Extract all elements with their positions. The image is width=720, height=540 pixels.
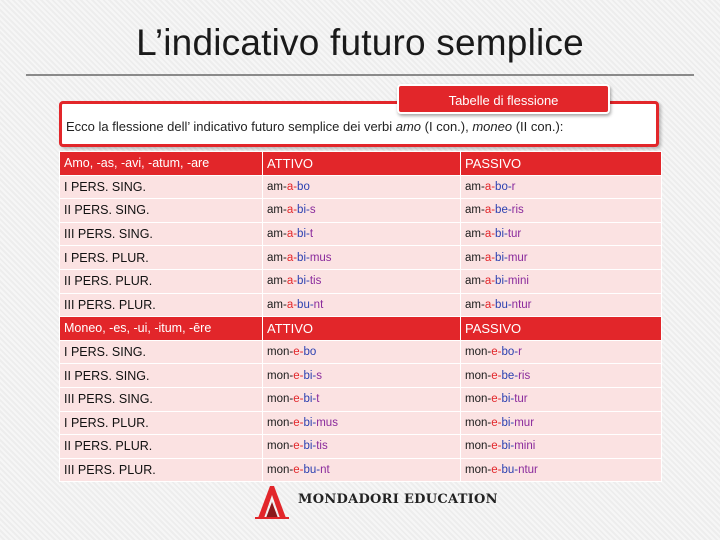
form-segment: bi- xyxy=(303,440,317,453)
person-label: III PERS. PLUR. xyxy=(60,293,263,317)
form-segment: a- xyxy=(286,298,298,311)
form-segment: bo xyxy=(297,180,310,193)
title-divider xyxy=(26,74,694,76)
form-segment: e- xyxy=(491,440,502,453)
person-label: I PERS. SING. xyxy=(60,340,263,364)
form-segment: mon- xyxy=(465,416,492,429)
form-segment: tis xyxy=(309,275,322,288)
active-header: ATTIVO xyxy=(263,152,461,176)
form-segment: a- xyxy=(286,228,298,241)
form-segment: mon- xyxy=(465,369,492,382)
form-segment: tur xyxy=(514,393,528,406)
table-row xyxy=(60,435,662,459)
person-label: I PERS. PLUR. xyxy=(60,246,263,270)
form-segment: bu- xyxy=(501,464,519,477)
form-segment: bu- xyxy=(495,298,512,311)
form-segment: a- xyxy=(484,251,496,264)
form-segment: a- xyxy=(484,275,496,288)
table-header-row xyxy=(60,317,662,341)
verb-form-passive xyxy=(461,340,662,364)
verb-form-passive xyxy=(461,175,662,199)
tab-label-tabelle: Tabelle di flessione xyxy=(397,84,610,114)
form-segment: bi- xyxy=(501,440,515,453)
form-segment: mon- xyxy=(267,346,294,359)
form-segment: mon- xyxy=(465,393,492,406)
form-segment: bi- xyxy=(501,416,515,429)
form-segment: mon- xyxy=(267,416,294,429)
form-segment: bi- xyxy=(297,228,310,241)
form-segment: r xyxy=(518,346,522,359)
intro-verb: amo xyxy=(395,119,422,134)
form-segment: am- xyxy=(267,251,287,264)
form-segment: bi- xyxy=(303,393,317,406)
form-segment: am- xyxy=(267,204,287,217)
form-segment: e- xyxy=(491,464,502,477)
form-segment: a- xyxy=(286,180,298,193)
verb-form-passive xyxy=(461,458,662,482)
logo-text: MONDADORI EDUCATION xyxy=(298,492,498,507)
form-segment: tis xyxy=(316,440,328,453)
person-label: I PERS. PLUR. xyxy=(60,411,263,435)
form-segment: a- xyxy=(286,275,298,288)
form-segment: mon- xyxy=(267,393,294,406)
form-segment: e- xyxy=(293,346,304,359)
form-segment: e- xyxy=(293,464,304,477)
form-segment: mini xyxy=(507,275,529,288)
form-segment: bo- xyxy=(501,346,519,359)
form-segment: bi- xyxy=(303,369,317,382)
form-segment: am- xyxy=(465,228,485,241)
form-segment: bi- xyxy=(297,204,310,217)
verb-form-active xyxy=(263,340,461,364)
verb-form-passive xyxy=(461,199,662,223)
form-segment: e- xyxy=(293,369,304,382)
verb-form-active xyxy=(263,222,461,246)
person-label: II PERS. SING. xyxy=(60,364,263,388)
form-segment: mon- xyxy=(465,464,492,477)
table-header-row xyxy=(60,152,662,176)
form-segment: a- xyxy=(484,228,496,241)
form-segment: am- xyxy=(465,180,485,193)
form-segment: e- xyxy=(491,393,502,406)
intro-verb: moneo xyxy=(472,119,513,134)
active-header: ATTIVO xyxy=(263,317,461,341)
person-label: III PERS. SING. xyxy=(60,387,263,411)
table-row xyxy=(60,387,662,411)
form-segment: mon- xyxy=(465,440,492,453)
form-segment: mon- xyxy=(267,464,294,477)
person-label: III PERS. SING. xyxy=(60,222,263,246)
publisher-logo xyxy=(252,482,498,520)
table-row xyxy=(60,411,662,435)
verb-form-passive xyxy=(461,387,662,411)
form-segment: ris xyxy=(511,204,524,217)
form-segment: a- xyxy=(484,204,496,217)
form-segment: mus xyxy=(316,416,338,429)
form-segment: s xyxy=(316,369,322,382)
form-segment: mon- xyxy=(267,440,294,453)
lemma-header: Amo, -as, -avi, -atum, -are xyxy=(60,152,263,176)
verb-form-active xyxy=(263,175,461,199)
form-segment: nt xyxy=(313,298,324,311)
verb-form-passive xyxy=(461,269,662,293)
form-segment: e- xyxy=(491,369,502,382)
person-label: I PERS. SING. xyxy=(60,175,263,199)
form-segment: am- xyxy=(267,275,287,288)
verb-form-active xyxy=(263,387,461,411)
verb-form-active xyxy=(263,269,461,293)
form-segment: am- xyxy=(267,298,287,311)
form-segment: am- xyxy=(267,228,287,241)
form-segment: e- xyxy=(293,393,304,406)
table-row xyxy=(60,293,662,317)
passive-header: PASSIVO xyxy=(461,317,662,341)
verb-form-passive xyxy=(461,435,662,459)
person-label: II PERS. PLUR. xyxy=(60,435,263,459)
form-segment: t xyxy=(316,393,320,406)
table-row xyxy=(60,222,662,246)
form-segment: be- xyxy=(501,369,519,382)
form-segment: r xyxy=(511,180,516,193)
form-segment: am- xyxy=(267,180,287,193)
form-segment: am- xyxy=(465,275,485,288)
form-segment: mon- xyxy=(267,369,294,382)
form-segment: t xyxy=(309,228,314,241)
form-segment: bu- xyxy=(303,464,321,477)
form-segment: tur xyxy=(507,228,522,241)
verb-form-passive xyxy=(461,364,662,388)
form-segment: am- xyxy=(465,298,485,311)
intro-text: Ecco la flessione dell’ indicativo futuro semplice dei verbi amo (I con.), moneo (II con.): xyxy=(66,119,564,134)
slide-title: L’indicativo futuro semplice xyxy=(136,22,584,63)
form-segment: e- xyxy=(491,416,502,429)
form-segment: a- xyxy=(286,204,298,217)
mondadori-logo-icon xyxy=(252,482,292,520)
table-row xyxy=(60,269,662,293)
verb-form-active xyxy=(263,199,461,223)
form-segment: mus xyxy=(309,251,332,264)
table-row xyxy=(60,364,662,388)
form-segment: s xyxy=(309,204,316,217)
form-segment: bi- xyxy=(297,275,310,288)
verb-form-passive xyxy=(461,293,662,317)
form-segment: mur xyxy=(514,416,535,429)
form-segment: ntur xyxy=(511,298,532,311)
verb-form-passive xyxy=(461,222,662,246)
verb-form-active xyxy=(263,411,461,435)
form-segment: bo xyxy=(303,346,317,359)
verb-form-active xyxy=(263,293,461,317)
form-segment: a- xyxy=(286,251,298,264)
verb-form-passive xyxy=(461,246,662,270)
form-segment: bi- xyxy=(495,275,508,288)
table-row xyxy=(60,199,662,223)
person-label: III PERS. PLUR. xyxy=(60,458,263,482)
person-label: II PERS. SING. xyxy=(60,199,263,223)
form-segment: e- xyxy=(293,440,304,453)
form-segment: mini xyxy=(514,440,536,453)
form-segment: a- xyxy=(484,180,496,193)
table-row xyxy=(60,175,662,199)
verb-form-active xyxy=(263,435,461,459)
form-segment: e- xyxy=(491,346,502,359)
person-label: II PERS. PLUR. xyxy=(60,269,263,293)
form-segment: be- xyxy=(495,204,512,217)
verb-form-active xyxy=(263,458,461,482)
verb-form-active xyxy=(263,364,461,388)
verb-form-active xyxy=(263,246,461,270)
table-row xyxy=(60,458,662,482)
form-segment: bi- xyxy=(501,393,515,406)
form-segment: am- xyxy=(465,204,485,217)
lemma-header: Moneo, -es, -ui, -itum, -ēre xyxy=(60,317,263,341)
form-segment: nt xyxy=(320,464,330,477)
form-segment: bi- xyxy=(495,228,508,241)
form-segment: ris xyxy=(518,369,531,382)
form-segment: mur xyxy=(507,251,528,264)
form-segment: mon- xyxy=(465,346,492,359)
form-segment: bi- xyxy=(495,251,508,264)
table-row xyxy=(60,340,662,364)
form-segment: e- xyxy=(293,416,304,429)
table-row xyxy=(60,246,662,270)
form-segment: bu- xyxy=(297,298,314,311)
form-segment: am- xyxy=(465,251,485,264)
form-segment: bo- xyxy=(495,180,512,193)
form-segment: bi- xyxy=(297,251,310,264)
conjugation-table xyxy=(59,151,662,482)
verb-form-passive xyxy=(461,411,662,435)
form-segment: a- xyxy=(484,298,496,311)
form-segment: bi- xyxy=(303,416,317,429)
form-segment: ntur xyxy=(518,464,538,477)
passive-header: PASSIVO xyxy=(461,152,662,176)
